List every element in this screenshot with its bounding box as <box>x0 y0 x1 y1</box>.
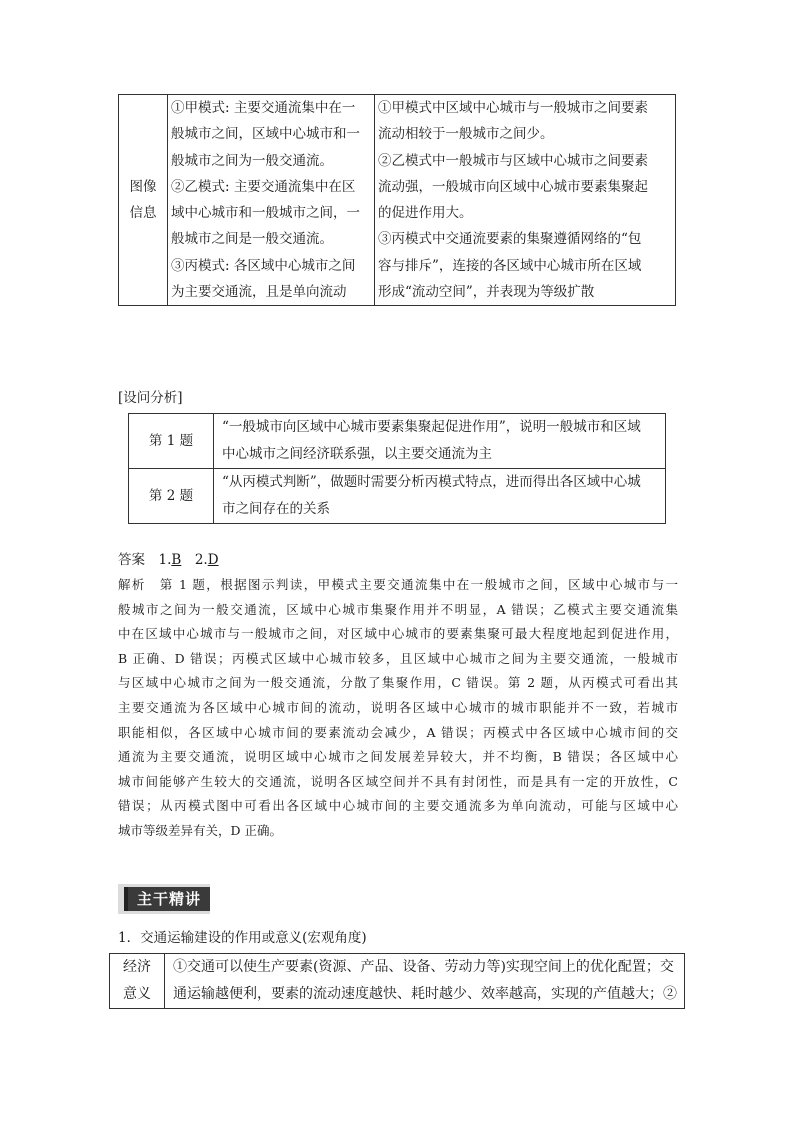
analysis-line: 与区域中心城市之间为一般交通流，分散了集聚作用，C 错误。第 2 题，从丙模式可看出其 <box>118 675 678 691</box>
row-label-line: 图像 <box>129 178 157 195</box>
image-info-table <box>118 94 676 306</box>
text-line: “从丙模式判断”，做题时需要分析丙模式特点，进而得出各区域中心城 <box>222 474 641 490</box>
text-line: 通运输越便利，要素的流动速度越快、耗时越少、效率越高，实现的产值越大；② <box>173 986 677 1002</box>
text-line: “一般城市向区域中心城市要素集聚起促进作用”，说明一般城市和区域 <box>222 419 641 435</box>
question-number-cell: 第 1 题 <box>129 414 214 469</box>
section-title: [设问分析] <box>118 390 183 406</box>
text-line: 容与排斥”，连接的各区域中心城市所在区域 <box>378 257 642 274</box>
analysis-line: 解析 第 1 题，根据图示判读，甲模式主要交通流集中在一般城市之间，区域中心城市与一 <box>118 577 678 592</box>
row-label-line: 意义 <box>123 986 151 1002</box>
text-line: 市之间存在的关系 <box>222 500 330 517</box>
text-line: 流动强，一般城市向区域中心城市要素集聚起 <box>378 178 648 195</box>
question-analysis-cell <box>214 414 666 469</box>
analysis-line: 城市间能够产生较大的交通流，说明各区域空间并不具有封闭性，而是具有一定的开放性，C <box>118 773 678 789</box>
answer-line <box>118 550 219 570</box>
question-analysis-cell <box>214 469 666 524</box>
text-line: ②乙模式中一般城市与区域中心城市之间要素 <box>378 152 648 169</box>
pattern-description-cell <box>168 95 375 306</box>
text-line: 域中心城市和一般城市之间，一 <box>171 205 360 222</box>
text-line: ③丙模式: 各区域中心城市之间 <box>171 257 356 274</box>
text-line: 般城市之间，区域中心城市和一 <box>171 126 360 143</box>
text-line: 般城市之间是一般交通流。 <box>171 231 333 248</box>
subheading: 1．交通运输建设的作用或意义(宏观角度) <box>118 930 367 946</box>
text-line: ①甲模式中区域中心城市与一般城市之间要素 <box>378 100 648 116</box>
answer-2-number: 2. <box>194 552 208 568</box>
analysis-line: 般城市之间为一般交通流，区域中心城市集聚作用并不明显，A 错误；乙模式主要交通流集 <box>118 601 678 617</box>
significance-text-cell <box>165 954 685 1009</box>
text-line: 形成“流动空间”，并表现为等级扩散 <box>378 284 595 301</box>
table-row <box>129 414 666 469</box>
answer-2: D <box>207 552 219 568</box>
section-banner-title: 主干精讲 <box>136 890 201 908</box>
row-label-line: 信息 <box>129 205 157 222</box>
pattern-analysis-cell <box>375 95 676 306</box>
analysis-line: 错误；从丙模式图中可看出各区域中心城市间的主要交通流多为单向流动，可能与区域中心 <box>118 798 678 814</box>
text-line: 为主要交通流，且是单向流动 <box>171 284 347 301</box>
analysis-line: 通流为主要交通流，说明区域中心城市之间发展差异较大，并不均衡，B 错误；各区域中心 <box>118 749 678 765</box>
analysis-line: 中在区域中心城市与一般城市之间，对区域中心城市的要素集聚可最大程度地起到促进作用， <box>118 626 678 642</box>
text-line: 般城市之间为一般交通流。 <box>171 152 333 169</box>
table-row <box>110 954 685 1009</box>
analysis-paragraph <box>118 573 678 844</box>
table-row <box>129 469 666 524</box>
answer-1: B <box>171 552 182 568</box>
answer-label: 答案 <box>118 552 145 568</box>
text-line: 流动相较于一般城市之间少。 <box>378 126 554 143</box>
analysis-line: 职能相似，各区域中心城市间的要素流动会减少，A 错误；丙模式中各区域中心城市间的交 <box>118 724 678 740</box>
text-line: ③丙模式中交通流要素的集聚遵循网络的“包 <box>378 231 642 248</box>
section-banner-bar <box>124 887 210 911</box>
row-label-cell <box>110 954 165 1009</box>
text-line: ②乙模式: 主要交通流集中在区 <box>171 178 356 195</box>
text-line: 的促进作用大。 <box>378 205 473 222</box>
text-line: 中心城市之间经济联系强，以主要交通流为主 <box>222 445 492 462</box>
row-label-cell <box>119 95 168 306</box>
analysis-line: 城市等级差异有关，D 正确。 <box>118 822 282 838</box>
text-line: ①交通可以使生产要素(资源、产品、设备、劳动力等)实现空间上的优化配置；交 <box>173 959 674 975</box>
analysis-line: 主要交通流为各区域中心城市间的流动，说明各区域中心城市的城市职能并不一致，若城市 <box>118 699 678 715</box>
question-analysis-table <box>128 413 666 524</box>
significance-table <box>109 953 685 1009</box>
analysis-line: B 正确、D 错误；丙模式区域中心城市较多，且区域中心城市之间为主要交通流，一般城市 <box>118 650 678 666</box>
answer-1-number: 1. <box>158 552 172 568</box>
row-label-line: 经济 <box>123 959 151 975</box>
table-row <box>119 95 676 306</box>
question-number-cell: 第 2 题 <box>129 469 214 524</box>
text-line: ①甲模式: 主要交通流集中在一 <box>171 100 356 116</box>
section-banner <box>118 884 210 914</box>
